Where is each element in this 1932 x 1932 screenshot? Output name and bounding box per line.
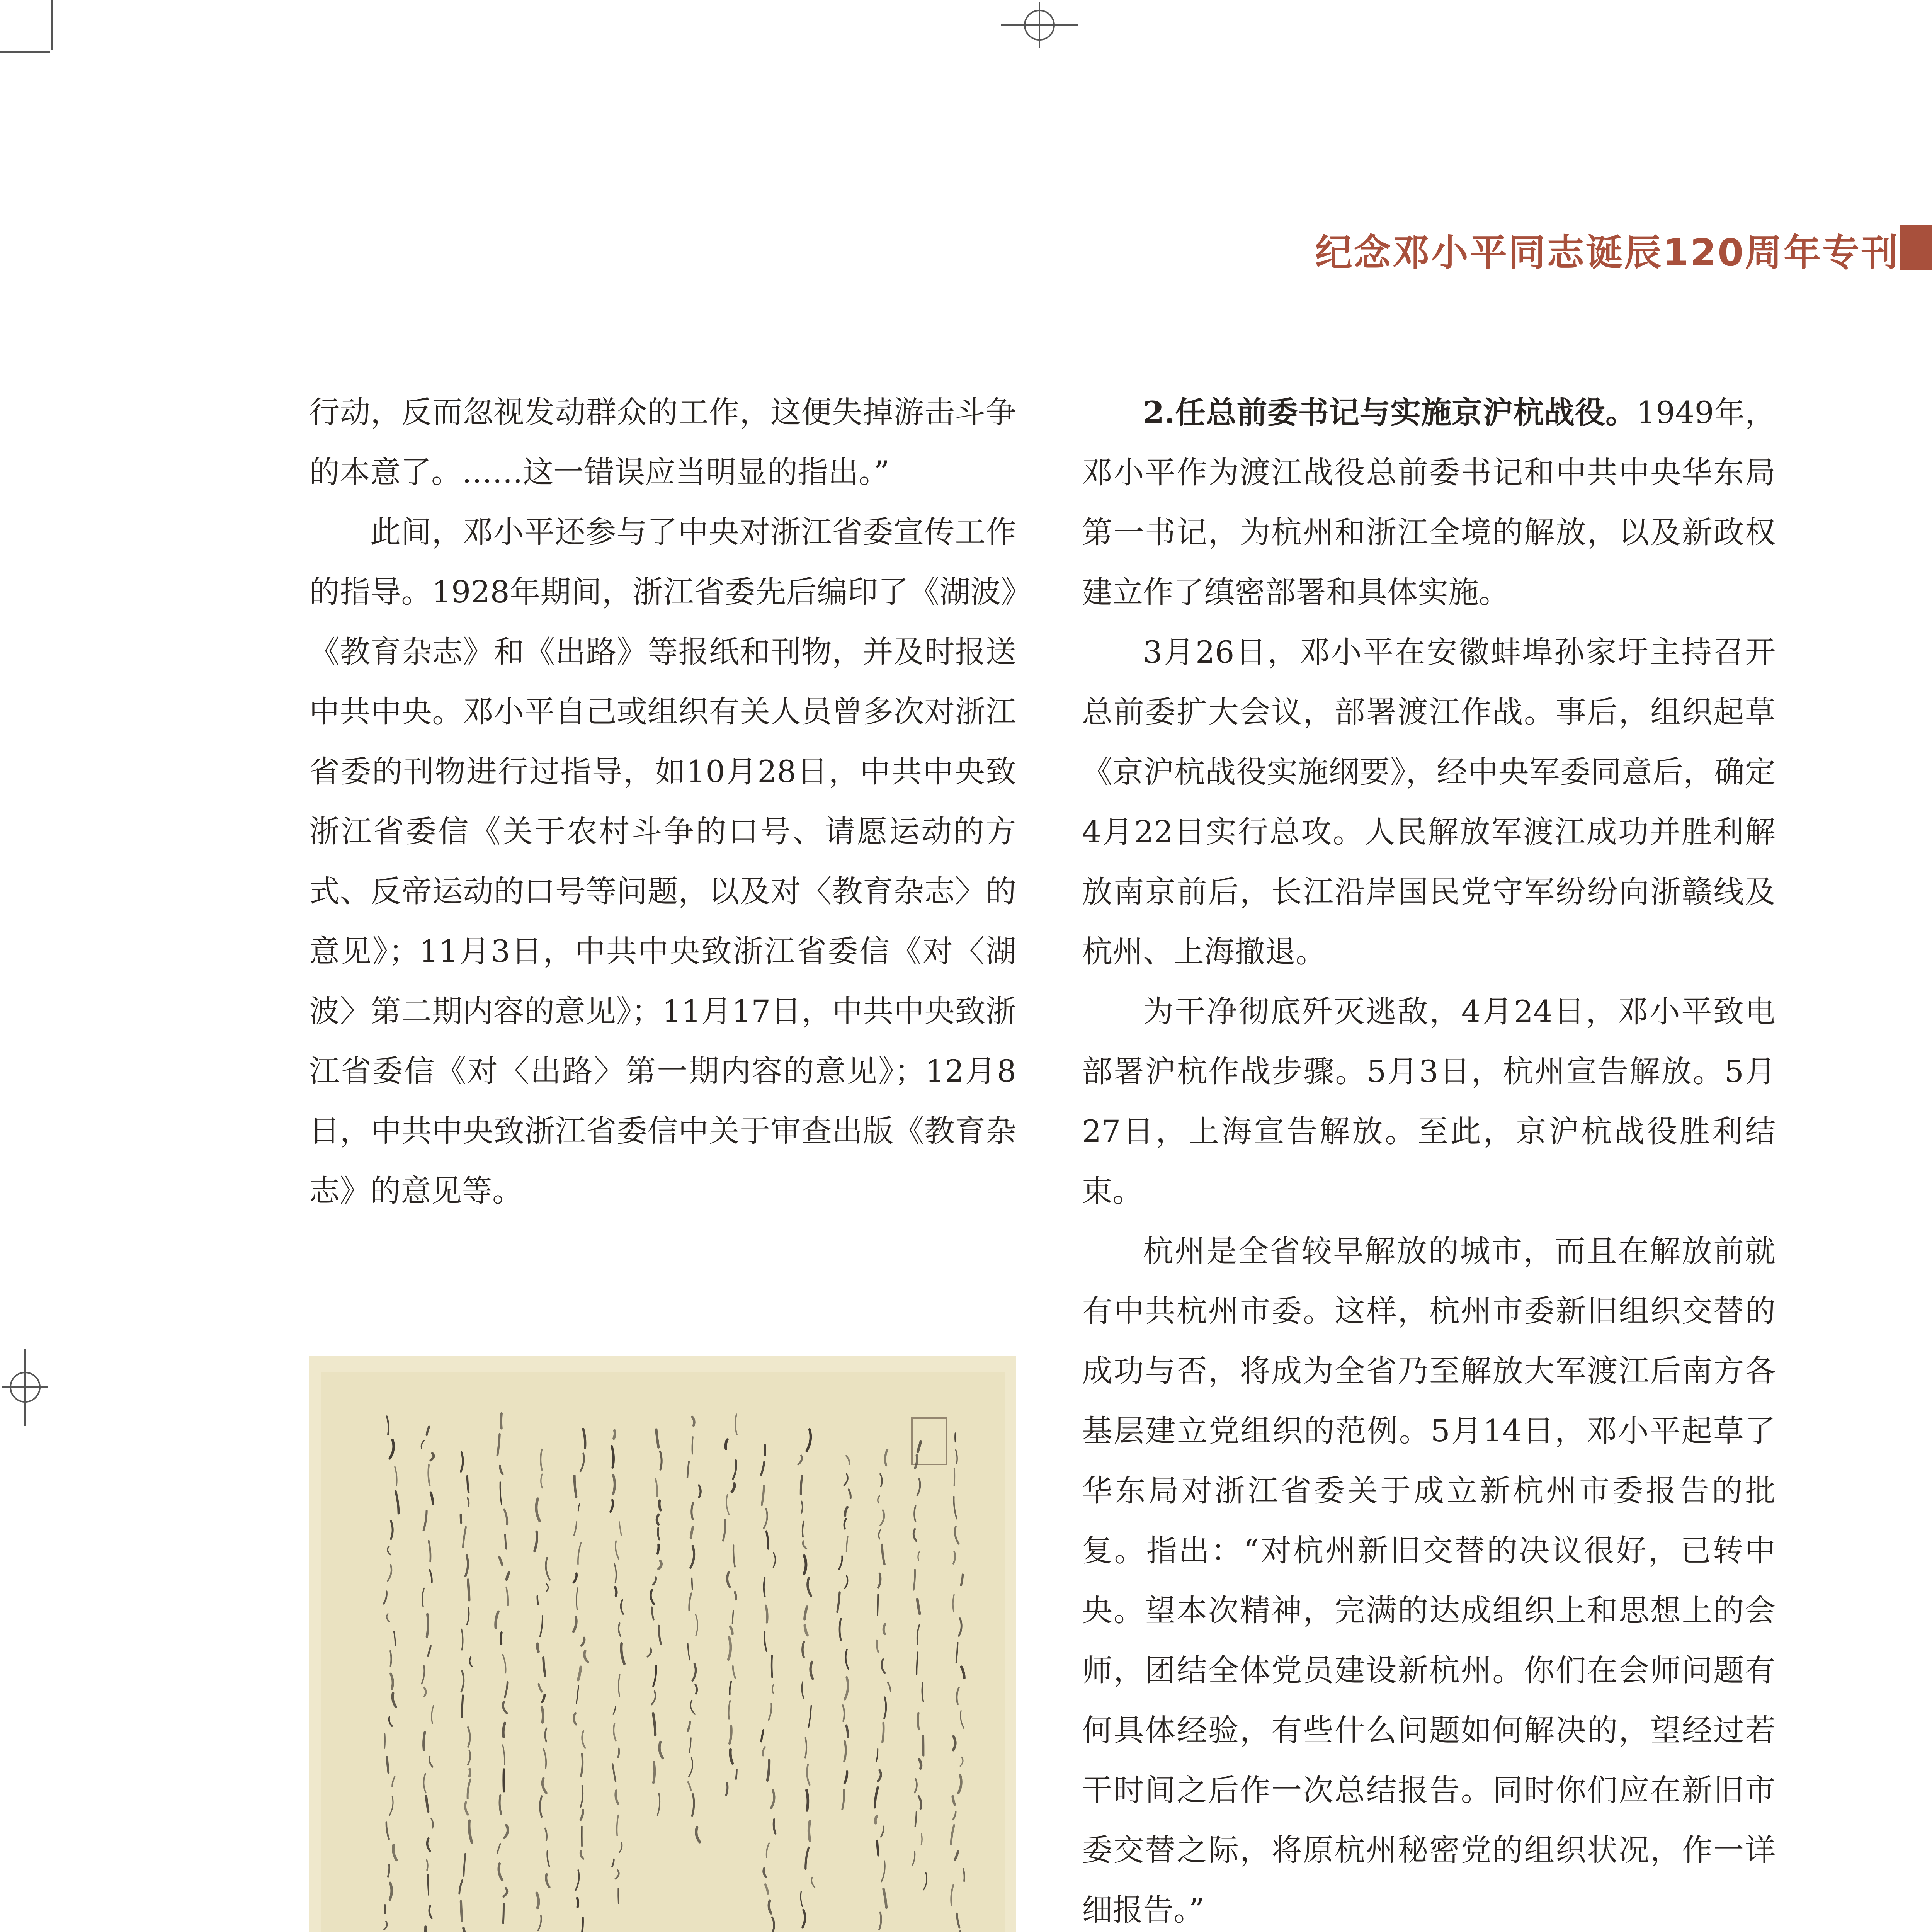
header-accent-bar (1900, 225, 1932, 270)
registration-mark-left (2, 1349, 48, 1426)
handwriting-stroke (875, 1816, 877, 1823)
handwriting-stroke (659, 1501, 660, 1510)
handwriting-stroke (615, 1587, 617, 1595)
handwriting-stroke (918, 1713, 919, 1729)
paragraph: 此间，邓小平还参与了中央对浙江省委宣传工作的指导。1928年期间，浙江省委先后编印了《湖波》《教育杂志》和《出路》等报纸和刊物，并及时报送中共中央。邓小平自己或组织有关人员曾多次对浙江省委的刊物进行过指导，如10月28日，中共中央致浙江省委信《关于农村斗争的口号、请愿运动的方式、反帝运动的口号等问题，以及对〈教育杂志〉的意见》；11月3日，中共中央致浙江省委信《对〈湖波〉第二期内容的意见》；11月17日，中共中央致浙江省委信《对〈出路〉第一期内容的意见》；12月8日，中共中央致浙江省委信中关于审查出版《教育杂志》的意见等。 (309, 514, 1016, 1209)
handwriting-stroke (653, 1762, 655, 1782)
handwriting-stroke (883, 1723, 884, 1742)
handwriting-stroke (423, 1732, 425, 1750)
historical-letter-photo (309, 1356, 1016, 1932)
handwriting-stroke (469, 1769, 470, 1776)
handwriting-stroke (614, 1430, 615, 1439)
handwriting-stroke (736, 1769, 737, 1779)
handwriting-stroke (501, 1633, 502, 1644)
handwriting-stroke (577, 1898, 578, 1907)
handwriting-stroke (537, 1644, 539, 1652)
header-title: 纪念邓小平同志诞辰120周年专刊 (1315, 231, 1900, 274)
section-paragraph (1082, 383, 1776, 622)
handwriting-stroke (461, 1901, 462, 1921)
handwriting-stroke (877, 1841, 878, 1855)
handwriting-stroke (537, 1596, 538, 1605)
handwriting-stroke (735, 1592, 736, 1600)
handwriting-stroke (462, 1696, 463, 1717)
paragraph: 3月26日，邓小平在安徽蚌埠孙家圩主持召开总前委扩大会议，部署渡江作战。事后，组织起草《京沪杭战役实施纲要》，经中央军委同意后，确定4月22日实行总攻。人民解放军渡江成功并胜利解放南京前后，长江沿岸国民党守军纷纷向浙赣线及杭州、上海撤退。 (1082, 634, 1776, 969)
handwritten-letter-image (309, 1356, 1016, 1932)
handwriting-stroke (384, 1734, 385, 1748)
right-column (1082, 383, 1776, 1932)
paragraph: 为干净彻底歼灭逃敌，4月24日，邓小平致电部署沪杭作战步骤。5月3日，杭州宣告解放。5月27日，上海宣告解放。至此，京沪杭战役胜利结束。 (1082, 994, 1776, 1209)
handwriting-stroke (501, 1413, 502, 1428)
handwriting-stroke (582, 1918, 583, 1932)
handwriting-stroke (658, 1545, 659, 1554)
crop-mark (51, 0, 53, 50)
handwriting-stroke (427, 1614, 428, 1637)
handwriting-stroke (766, 1606, 767, 1622)
handwriting-stroke (542, 1707, 543, 1723)
registration-mark-top (1001, 2, 1078, 48)
handwriting-stroke (955, 1433, 956, 1442)
handwriting-stroke (954, 1468, 955, 1486)
paragraph: 行动，反而忽视发动群众的工作，这便失掉游击斗争的本意了。……这一错误应当明显的指出。” (309, 395, 1016, 490)
crop-mark (0, 51, 50, 53)
handwriting-stroke (806, 1790, 808, 1811)
handwriting-stroke (387, 1757, 388, 1772)
section-lead: 1949年，邓小平作为渡江战役总前委书记和中共中央华东局第一书记，为杭州和浙江全境的解放，以及新政权建立作了缜密部署和具体实施。 (1082, 395, 1776, 610)
handwriting-stroke (809, 1821, 810, 1840)
handwriting-stroke (692, 1437, 693, 1454)
handwriting-stroke (468, 1580, 469, 1600)
section-heading: 2.任总前委书记与实施京沪杭战役。 (1143, 395, 1636, 430)
paragraph: 杭州是全省较早解放的城市，而且在解放前就有中共杭州市委。这样，杭州市委新旧组织交替的成功与否，将成为全省乃至解放大军渡江后南方各基层建立党组织的范例。5月14日，邓小平起草了华东局对浙江省委关于成立新杭州市委报告的批复。指出：“对杭州新旧交替的决议很好，已转中央。望本次精神，完满的达成组织上和思想上的会师，团结全体党员建设新杭州。你们在会师问题有何具体经验，有些什么问题如何解决的，望经过若干时间之后作一次总结报告。同时你们应在新旧市委交替之际，将原杭州秘密党的组织状况，作一详细报告。” (1082, 1233, 1776, 1928)
handwriting-stroke (921, 1834, 922, 1845)
left-column (309, 383, 1016, 1221)
handwriting-stroke (618, 1748, 619, 1757)
handwriting-stroke (618, 1889, 619, 1903)
